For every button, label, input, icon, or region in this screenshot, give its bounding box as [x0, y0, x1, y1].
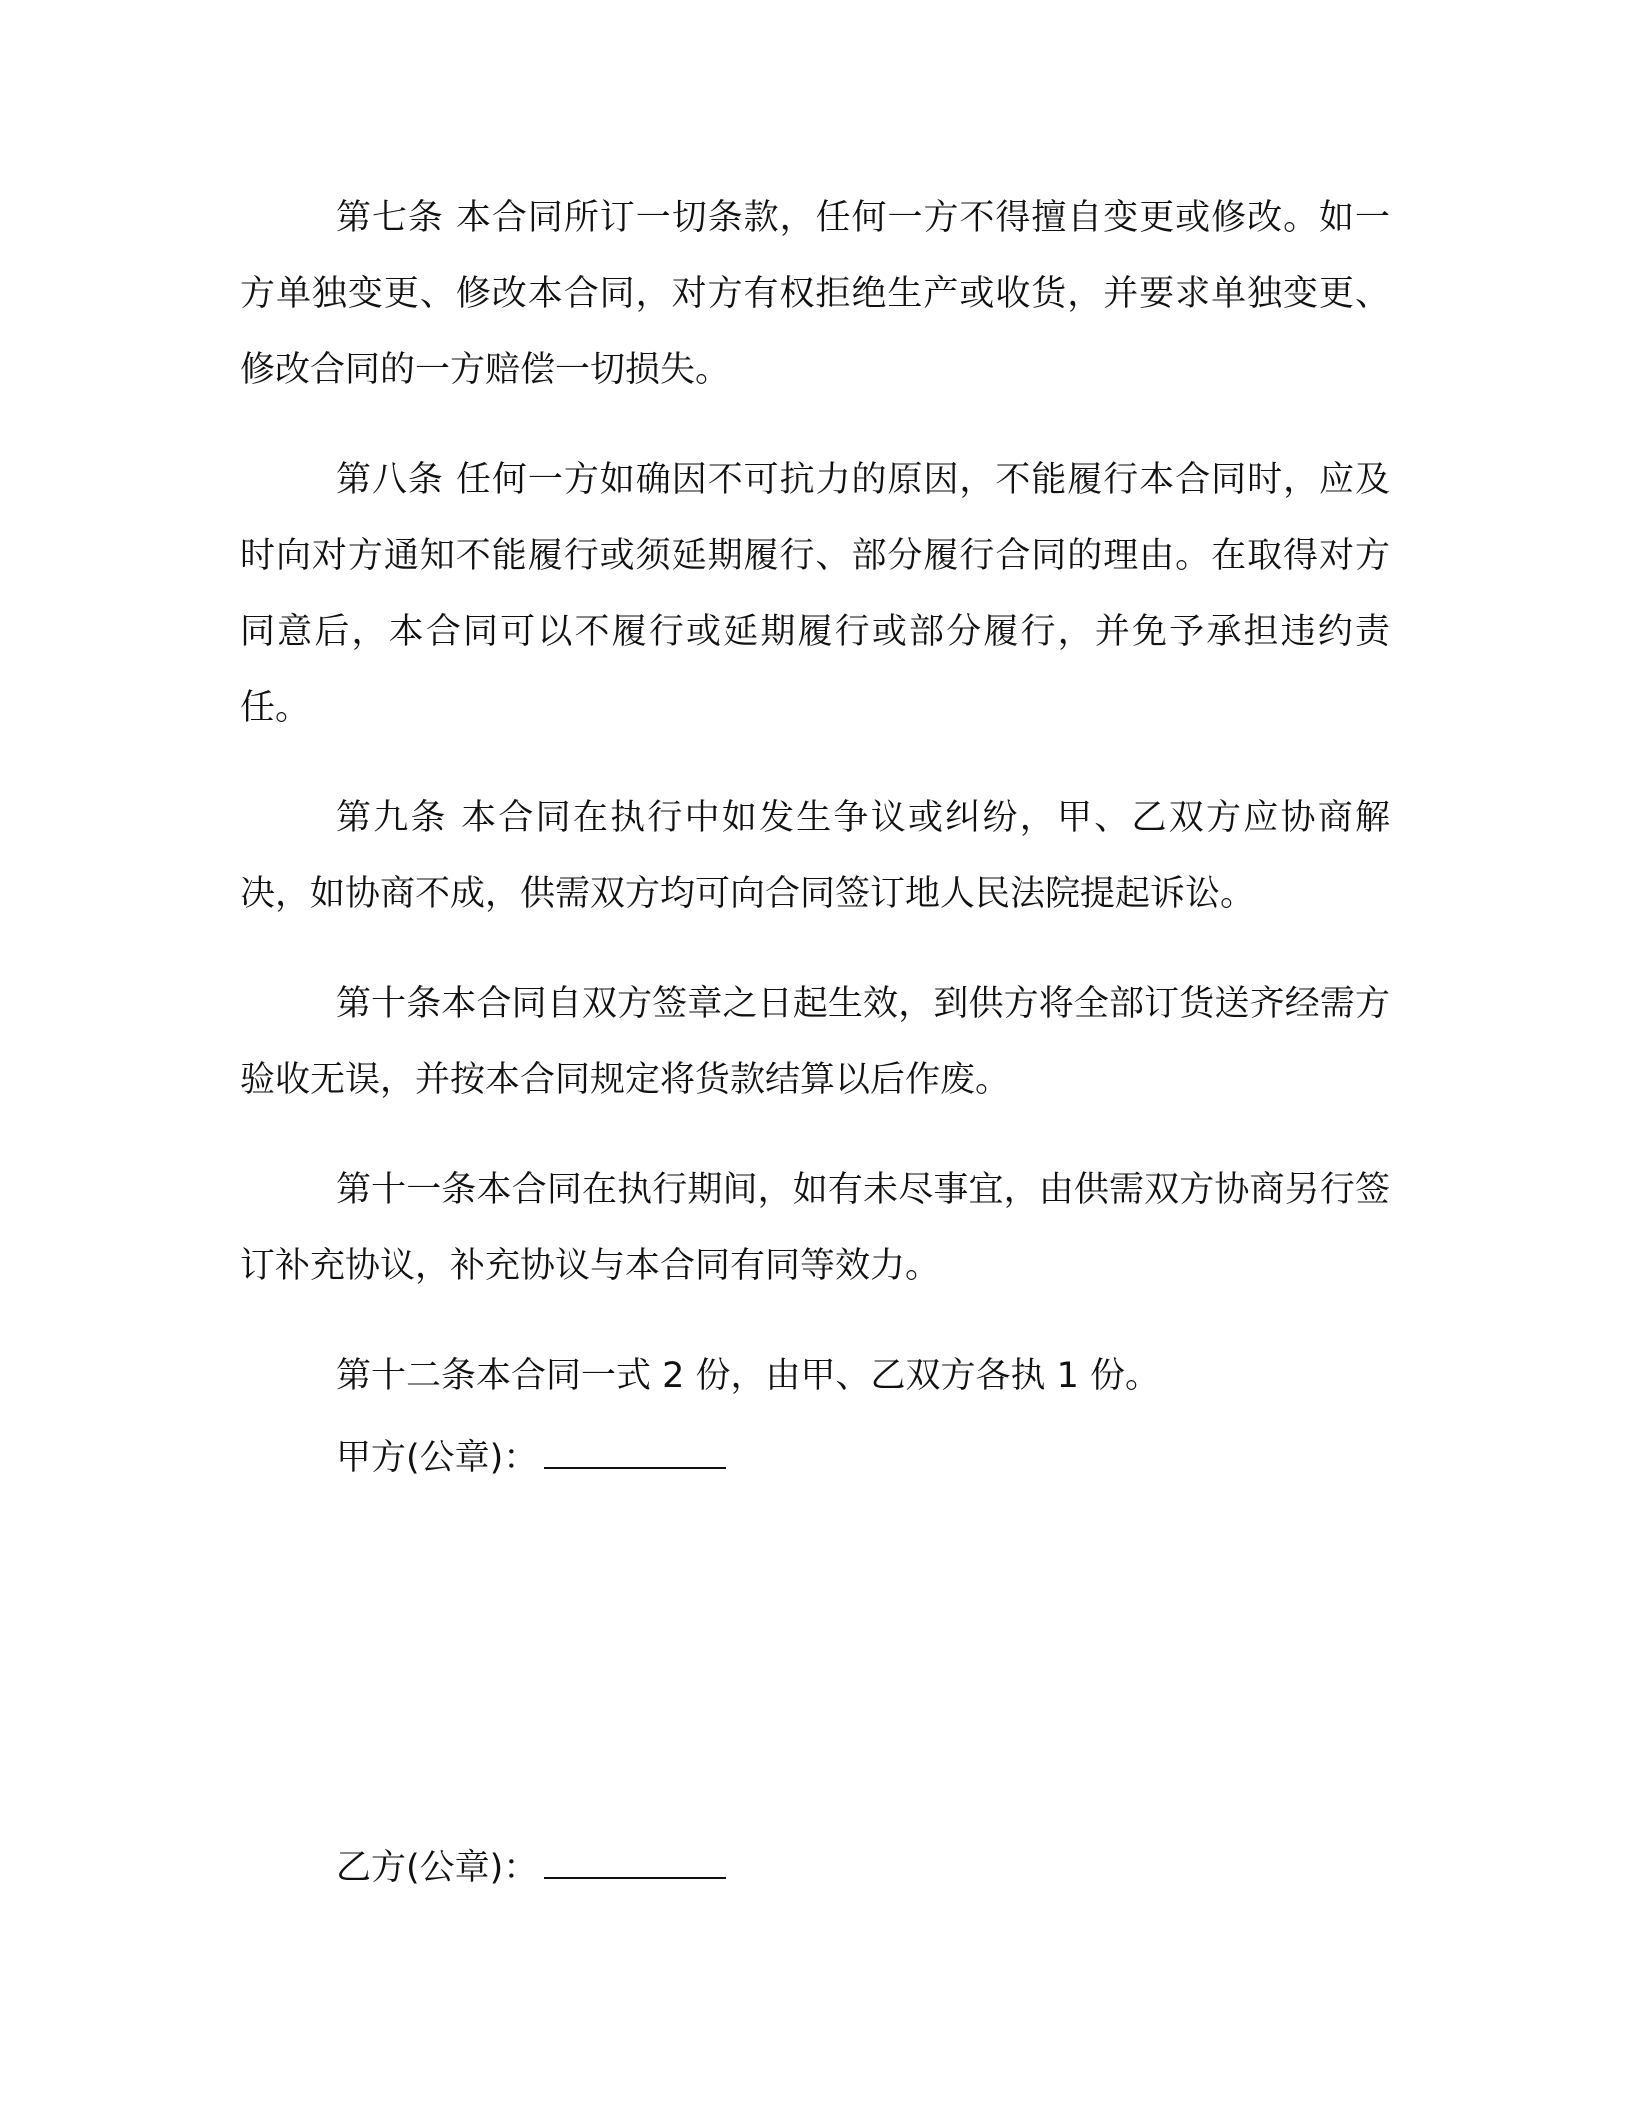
contract-body	[240, 180, 1390, 1448]
clause-10: 第十条本合同自双方签章之日起生效，到供方将全部订货送齐经需方验收无误，并按本合同规定将货款结算以后作废。	[240, 984, 1390, 1100]
clause-8: 第八条 任何一方如确因不可抗力的原因，不能履行本合同时，应及时向对方通知不能履行或须延期履行、部分履行合同的理由。在取得对方同意后，本合同可以不履行或延期履行或部分履行，并免予承担违约责任。	[240, 460, 1390, 728]
clause-7: 第七条 本合同所订一切条款，任何一方不得擅自变更或修改。如一方单独变更、修改本合同，对方有权拒绝生产或收货，并要求单独变更、修改合同的一方赔偿一切损失。	[240, 198, 1390, 390]
party-a-signature-line	[544, 1427, 726, 1469]
clause-12: 第十二条本合同一式 2 份，由甲、乙双方各执 1 份。	[336, 1356, 1161, 1396]
party-a-signature	[336, 1420, 726, 1496]
party-a-label: 甲方(公章)：	[336, 1438, 539, 1478]
party-b-signature-line	[544, 1837, 726, 1879]
clause-11: 第十一条本合同在执行期间，如有未尽事宜，由供需双方协商另行签订补充协议，补充协议与本合同有同等效力。	[240, 1170, 1390, 1286]
clause-9: 第九条 本合同在执行中如发生争议或纠纷，甲、乙双方应协商解决，如协商不成，供需双方均可向合同签订地人民法院提起诉讼。	[240, 798, 1390, 914]
party-b-signature	[336, 1830, 726, 1906]
party-b-label: 乙方(公章)：	[336, 1848, 539, 1888]
